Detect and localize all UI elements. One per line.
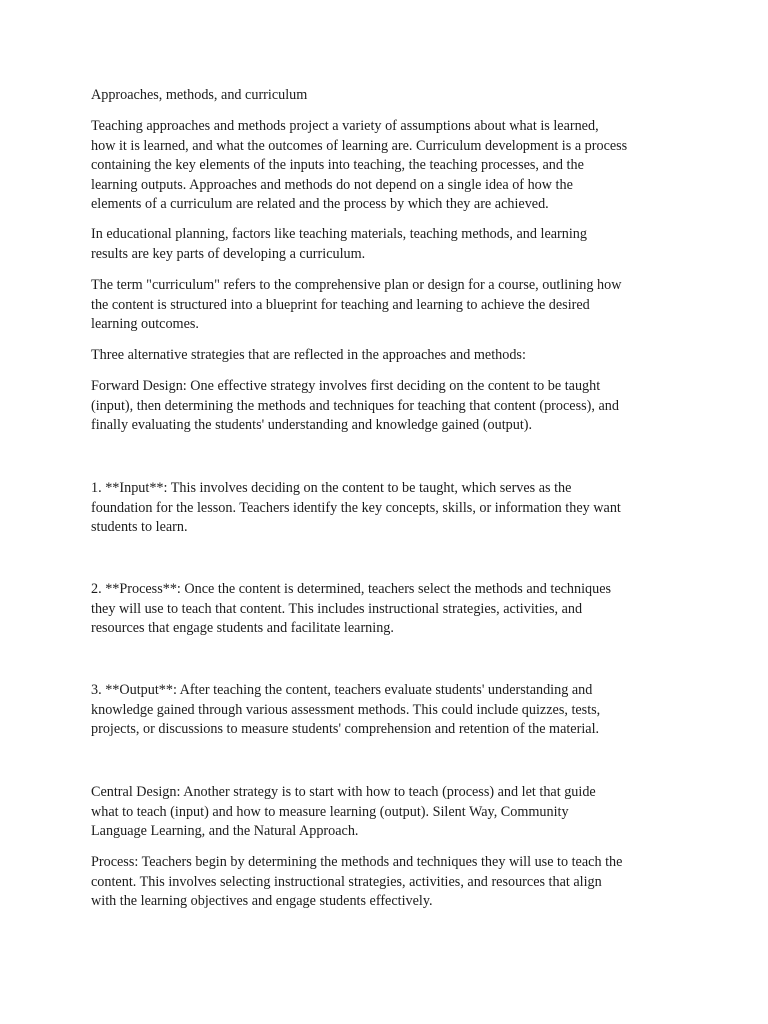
paragraph-line: Process: Teachers begin by determining the methods and techniques they will use to teach the	[91, 854, 623, 870]
paragraph-line: Three alternative strategies that are reflected in the approaches and methods:	[91, 347, 526, 363]
paragraph-line: the content is structured into a blueprint for teaching and learning to achieve the desired	[91, 296, 590, 313]
paragraph-line: Forward Design: One effective strategy involves first deciding on the content to be taught	[91, 378, 601, 394]
paragraph-line: content. This involves selecting instructional strategies, activities, and resources that align	[91, 873, 602, 890]
paragraph-line: knowledge gained through various assessment methods. This could include quizzes, tests,	[91, 701, 601, 718]
paragraph-line: In educational planning, factors like teaching materials, teaching methods, and learning	[91, 226, 587, 242]
paragraph-line: with the learning objectives and engage students effectively.	[91, 893, 433, 909]
paragraph-line: containing the key elements of the inputs into teaching, the teaching processes, and the	[91, 157, 584, 173]
paragraph-line: Teaching approaches and methods project a variety of assumptions about what is learned,	[91, 118, 599, 134]
paragraph-line: 2. **Process**: Once the content is determined, teachers select the methods and techniques	[91, 581, 612, 597]
paragraph-line: 3. **Output**: After teaching the content, teachers evaluate students' understanding and	[91, 682, 593, 698]
paragraph-line: elements of a curriculum are related and the process by which they are achieved.	[91, 196, 549, 212]
paragraph-line: learning outputs. Approaches and methods do not depend on a single idea of how the	[91, 176, 573, 193]
paragraph-line: projects, or discussions to measure students' comprehension and retention of the material.	[91, 721, 600, 737]
paragraph-line: 1. **Input**: This involves deciding on the content to be taught, which serves as the	[91, 480, 572, 496]
paragraph-line: finally evaluating the students' understanding and knowledge gained (output).	[91, 417, 533, 433]
document-title: Approaches, methods, and curriculum	[91, 87, 308, 103]
paragraph-line: resources that engage students and facilitate learning.	[91, 620, 394, 636]
paragraph-line: results are key parts of developing a curriculum.	[91, 245, 366, 262]
paragraph-line: Language Learning, and the Natural Approach.	[91, 823, 359, 839]
paragraph-line: students to learn.	[91, 519, 188, 535]
paragraph-line: foundation for the lesson. Teachers identify the key concepts, skills, or information they want	[91, 499, 621, 516]
paragraph-line: learning outcomes.	[91, 316, 199, 332]
paragraph-line: what to teach (input) and how to measure learning (output). Silent Way, Community	[91, 803, 569, 820]
paragraph-line: The term "curriculum" refers to the comprehensive plan or design for a course, outlining how	[91, 277, 622, 293]
paragraph-line: they will use to teach that content. This includes instructional strategies, activities, and	[91, 600, 583, 617]
paragraph-line: (input), then determining the methods and techniques for teaching that content (process), and	[91, 397, 619, 414]
paragraph-line: how it is learned, and what the outcomes of learning are. Curriculum development is a process	[91, 137, 628, 154]
paragraph-line: Central Design: Another strategy is to start with how to teach (process) and let that guide	[91, 784, 596, 800]
